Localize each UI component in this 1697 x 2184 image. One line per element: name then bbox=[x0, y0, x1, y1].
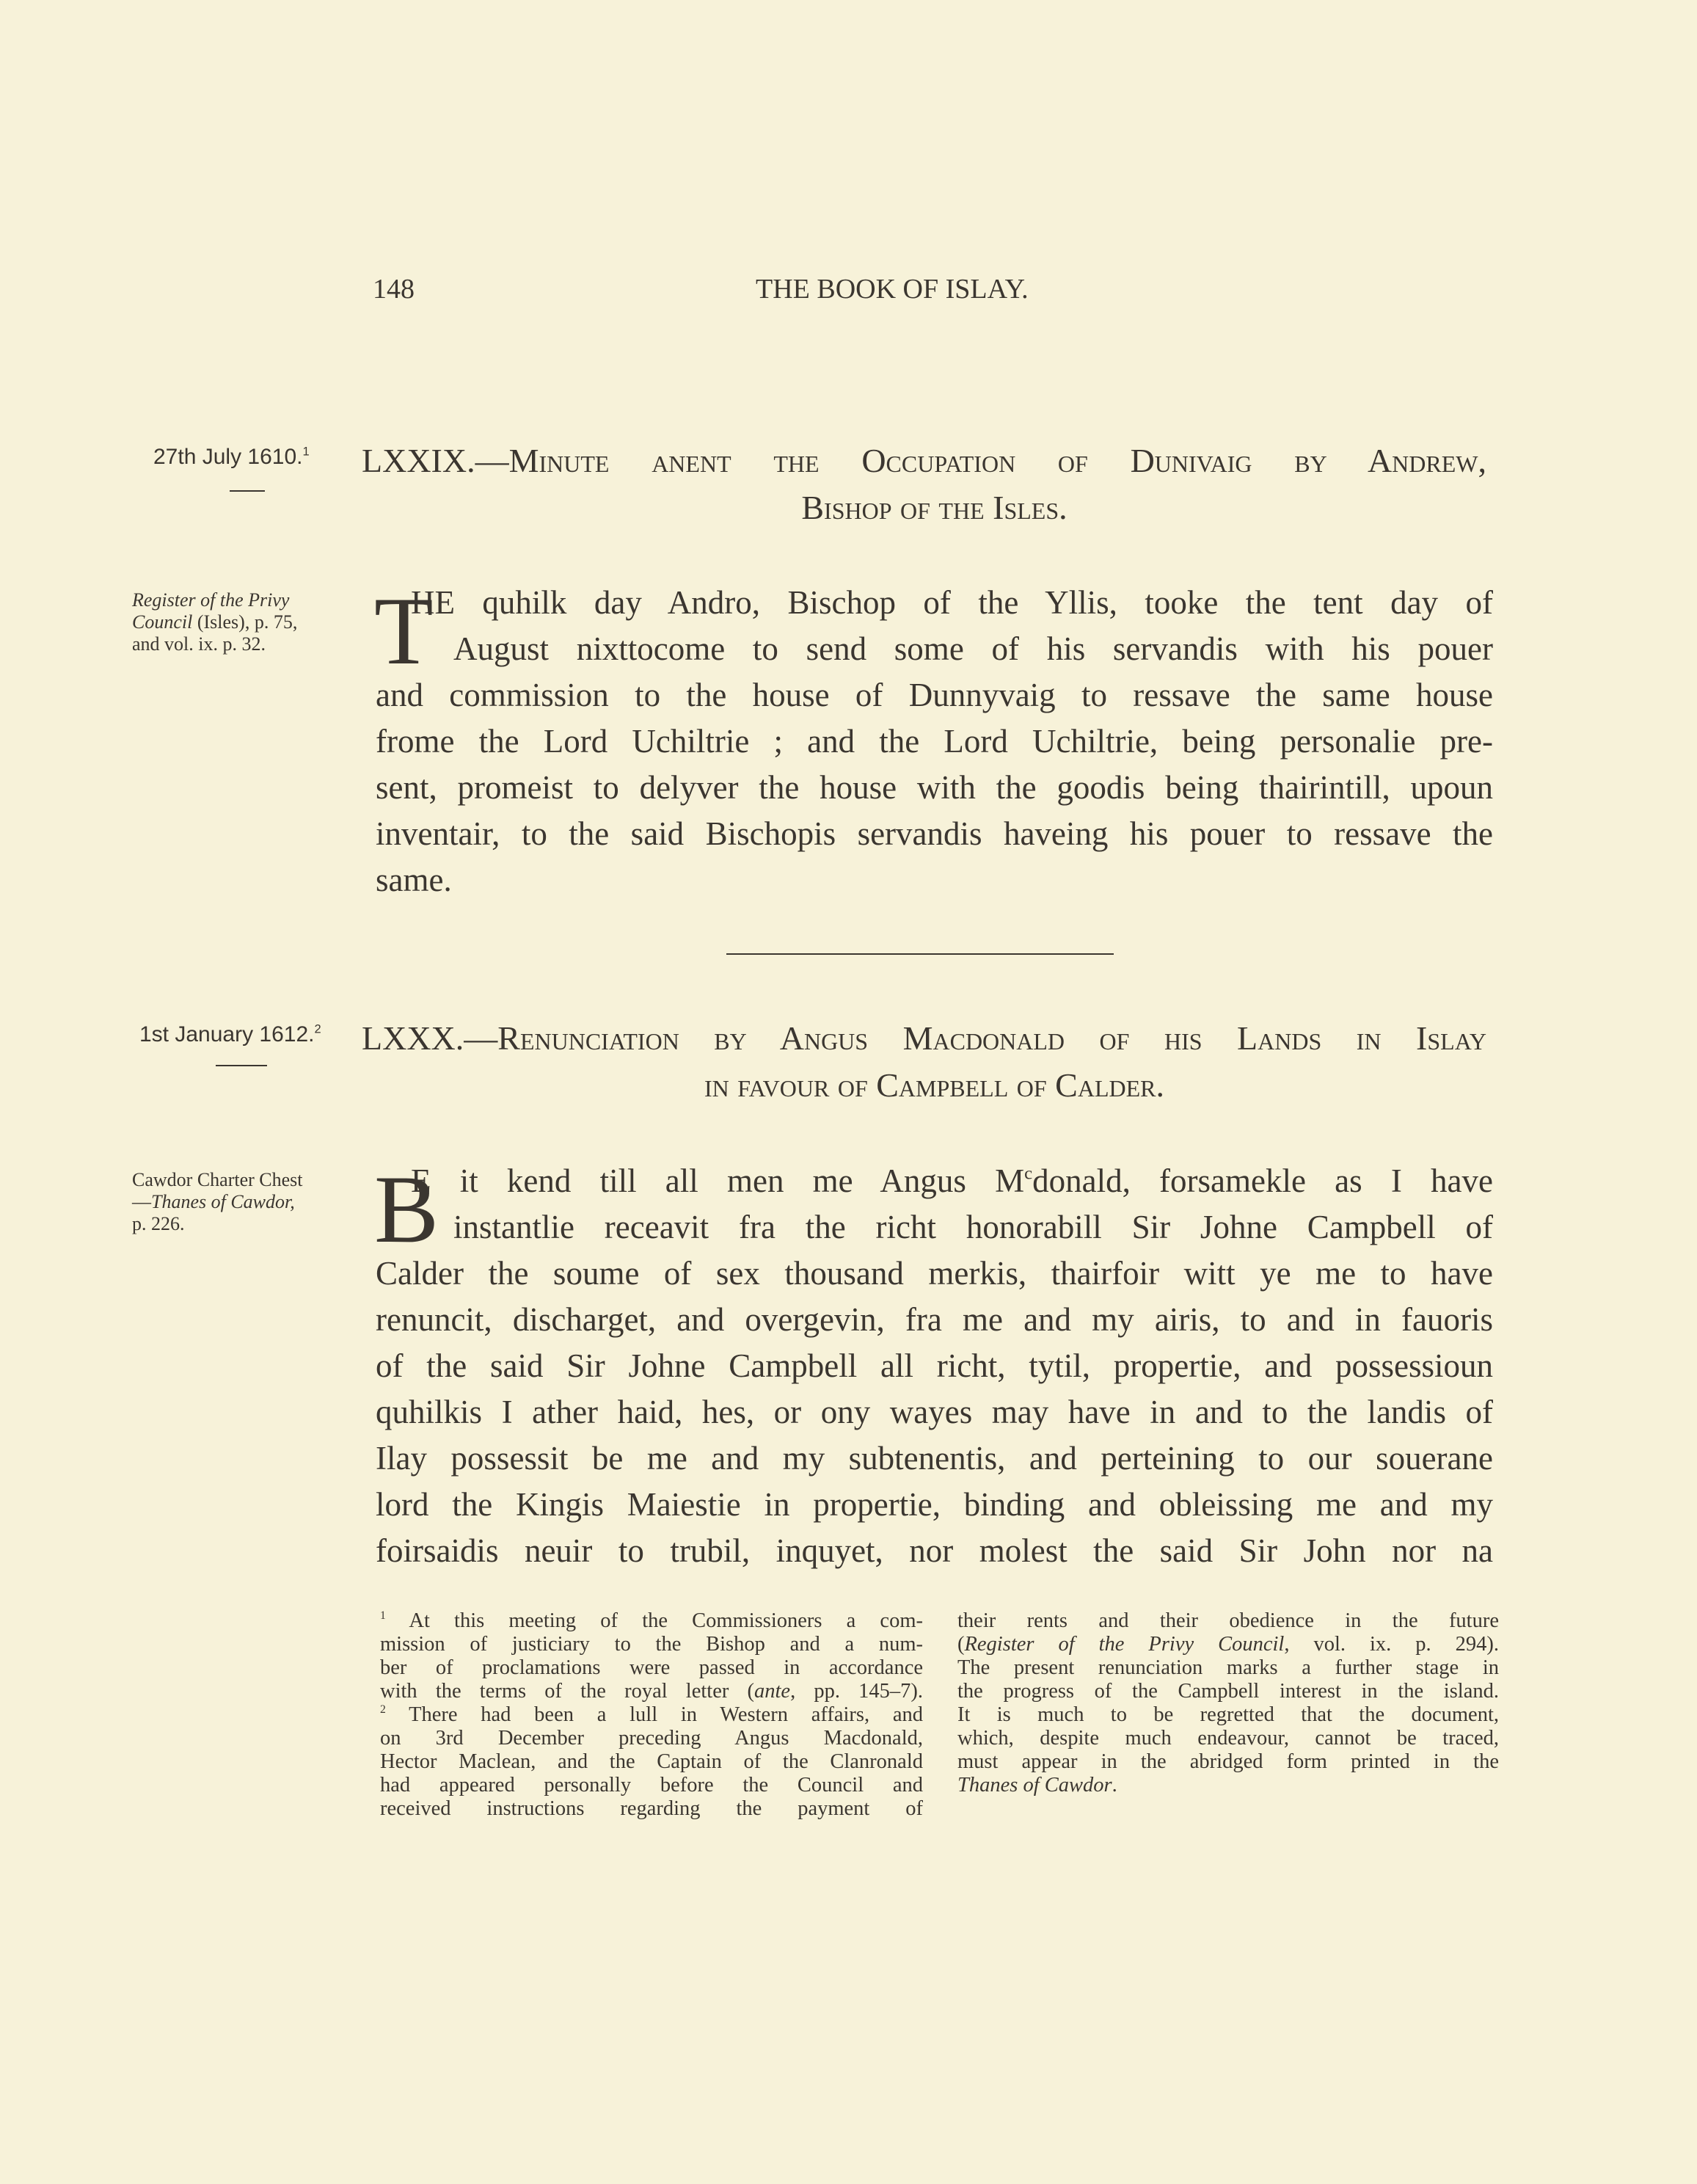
text-run: instantlie receavit fra the richt honorabill Sir Johne Campbell of bbox=[453, 1209, 1493, 1245]
drop-cap: T bbox=[374, 577, 434, 685]
text-run: It is much to be regretted that the document, bbox=[957, 1703, 1499, 1726]
footnote-line bbox=[957, 1774, 1499, 1797]
text-run: inventair, to the said Bischopis servandis haveing his pouer to ressave the bbox=[376, 815, 1493, 852]
text-run: Ilay possessit be me and my subtenentis, and perteining to our souerane bbox=[376, 1440, 1493, 1477]
text-run: The present renunciation marks a further stage in bbox=[957, 1656, 1499, 1679]
text-run: 27th July 1610. bbox=[153, 445, 303, 469]
superscript: 1 bbox=[302, 445, 310, 459]
page-number: 148 bbox=[373, 274, 415, 305]
text-run: renuncit, discharget, and overgevin, fra me and my airis, to and in fauoris bbox=[376, 1301, 1493, 1338]
footnote-line bbox=[957, 1609, 1499, 1633]
text-run: , vol. ix. p. 294). bbox=[1284, 1633, 1499, 1656]
body-line bbox=[376, 1528, 1493, 1574]
text-run: and commission to the house of Dunnyvaig to ressave the same house bbox=[376, 677, 1493, 713]
section-date bbox=[153, 445, 310, 470]
body-line bbox=[376, 1482, 1493, 1528]
footnote-line bbox=[957, 1633, 1499, 1656]
margin-note bbox=[132, 589, 289, 611]
footnote-line bbox=[380, 1797, 923, 1821]
text-run: 1st January 1612. bbox=[139, 1022, 315, 1046]
superscript: c bbox=[1024, 1163, 1033, 1184]
text-run: . bbox=[1112, 1774, 1117, 1797]
text-run: had appeared personally before the Council and bbox=[380, 1774, 923, 1797]
text-run: on 3rd December preceding Angus Macdonald, bbox=[380, 1727, 923, 1750]
footnote-line bbox=[380, 1727, 923, 1750]
body-line bbox=[376, 718, 1493, 765]
section-heading bbox=[362, 437, 1486, 484]
section-heading bbox=[376, 1062, 1493, 1108]
text-run: mission of justiciary to the Bishop and a num- bbox=[380, 1633, 923, 1656]
superscript: 2 bbox=[380, 1703, 386, 1717]
section-heading bbox=[362, 1015, 1486, 1061]
text-run: sent, promeist to delyver the house with the goodis being thairintill, upoun bbox=[376, 769, 1493, 806]
text-run: HE quhilk day Andro, Bischop of the Yllis, tooke the tent day of bbox=[411, 584, 1493, 621]
body-line bbox=[376, 765, 1493, 811]
drop-cap: B bbox=[374, 1155, 439, 1263]
text-run: and vol. ix. p. 32. bbox=[132, 633, 266, 655]
text-run: (Isles), p. 75, bbox=[192, 611, 298, 633]
text-run: LXXX.—Renunciation by Angus Macdonald of his Lands in Islay bbox=[362, 1019, 1486, 1057]
body-line bbox=[411, 580, 1493, 626]
superscript: 2 bbox=[314, 1022, 321, 1036]
text-run: Bishop of the Isles. bbox=[801, 489, 1068, 526]
text-run: LXXIX.—Minute anent the Occupation of Dunivaig by Andrew, bbox=[362, 442, 1486, 479]
text-run: August nixttocome to send some of his servandis with his pouer bbox=[453, 630, 1493, 667]
body-line bbox=[376, 1343, 1493, 1389]
body-line bbox=[453, 626, 1493, 672]
section-date bbox=[139, 1022, 321, 1047]
text-run: foirsaidis neuir to trubil, inquyet, nor molest the said Sir John nor na bbox=[376, 1532, 1493, 1569]
italic-text: ante bbox=[754, 1680, 791, 1703]
margin-note bbox=[132, 1169, 303, 1191]
body-line bbox=[411, 1158, 1493, 1204]
body-line bbox=[453, 1204, 1493, 1251]
text-run: p. 226. bbox=[132, 1213, 185, 1234]
body-line bbox=[376, 1435, 1493, 1482]
body-line bbox=[376, 1389, 1493, 1435]
text-run: frome the Lord Uchiltrie ; and the Lord Uchiltrie, being personalie pre- bbox=[376, 723, 1493, 760]
footnote-line bbox=[380, 1774, 923, 1797]
footnote-line bbox=[380, 1656, 923, 1680]
footnote-line bbox=[380, 1633, 923, 1656]
text-run: ( bbox=[957, 1633, 965, 1656]
body-line bbox=[376, 857, 1493, 903]
body-line bbox=[376, 1251, 1493, 1297]
footnote-line bbox=[380, 1609, 923, 1633]
text-run: Hector Maclean, and the Captain of the Clanronald bbox=[380, 1750, 923, 1773]
text-run: Calder the soume of sex thousand merkis, thairfoir witt ye me to have bbox=[376, 1255, 1493, 1292]
footnote-line bbox=[957, 1656, 1499, 1680]
footnote-line bbox=[957, 1680, 1499, 1703]
text-run: same. bbox=[376, 862, 452, 898]
text-run: their rents and their obedience in the future bbox=[957, 1609, 1499, 1632]
footnote-line bbox=[957, 1703, 1499, 1727]
text-run: lord the Kingis Maiestie in propertie, binding and obleissing me and my bbox=[376, 1486, 1493, 1523]
text-run: which, despite much endeavour, cannot be traced, bbox=[957, 1727, 1499, 1750]
text-run: , pp. 145–7). bbox=[790, 1680, 923, 1703]
text-run: the progress of the Campbell interest in the island. bbox=[957, 1680, 1499, 1703]
section-heading bbox=[376, 484, 1493, 531]
italic-text: Register of the Privy bbox=[132, 589, 290, 611]
margin-note bbox=[132, 1213, 185, 1235]
italic-text: Thanes of Cawdor, bbox=[151, 1191, 295, 1212]
footnote-line bbox=[380, 1680, 923, 1703]
text-run: — bbox=[132, 1191, 151, 1212]
italic-text: Register of the Privy Council bbox=[964, 1633, 1285, 1656]
italic-text: Council bbox=[132, 611, 193, 633]
text-run: Cawdor Charter Chest bbox=[132, 1169, 303, 1190]
text-run: received instructions regarding the payment of bbox=[380, 1797, 923, 1820]
body-line bbox=[376, 1297, 1493, 1343]
text-run: At this meeting of the Commissioners a com- bbox=[385, 1609, 923, 1632]
footnote-line bbox=[957, 1750, 1499, 1774]
date-dash bbox=[216, 1065, 267, 1066]
text-run: donald, forsamekle as I have bbox=[1032, 1162, 1493, 1199]
margin-note bbox=[132, 633, 266, 655]
text-run: in favour of Campbell of Calder. bbox=[704, 1066, 1165, 1104]
text-run: ber of proclamations were passed in accordance bbox=[380, 1656, 923, 1679]
text-run: must appear in the abridged form printed in the bbox=[957, 1750, 1499, 1773]
body-line bbox=[376, 672, 1493, 718]
italic-text: Thanes of Cawdor bbox=[957, 1774, 1112, 1797]
text-run: E it kend till all men me Angus M bbox=[411, 1162, 1025, 1199]
superscript: 1 bbox=[380, 1609, 386, 1623]
running-title: THE BOOK OF ISLAY. bbox=[756, 274, 1029, 305]
margin-note bbox=[132, 611, 297, 633]
section-separator bbox=[726, 953, 1114, 955]
body-line bbox=[376, 811, 1493, 857]
footnote-line bbox=[380, 1750, 923, 1774]
text-run: quhilkis I ather haid, hes, or ony wayes may have in and to the landis of bbox=[376, 1394, 1493, 1430]
text-run: There had been a lull in Western affairs, and bbox=[385, 1703, 923, 1726]
margin-note bbox=[132, 1191, 295, 1213]
text-run: of the said Sir Johne Campbell all richt, tytil, propertie, and possessioun bbox=[376, 1347, 1493, 1384]
footnote-line bbox=[380, 1703, 923, 1727]
footnote-line bbox=[957, 1727, 1499, 1750]
date-dash bbox=[230, 490, 265, 492]
text-run: with the terms of the royal letter ( bbox=[380, 1680, 754, 1703]
